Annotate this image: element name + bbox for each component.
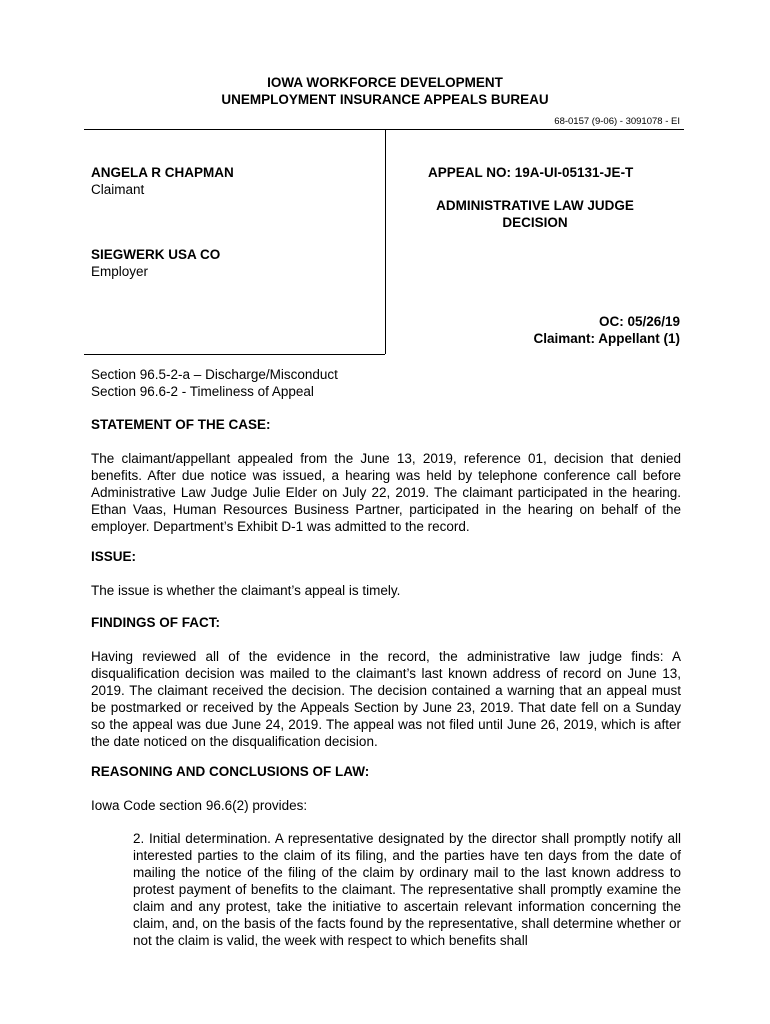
claimant-label: Claimant <box>91 182 145 197</box>
reasoning-heading: REASONING AND CONCLUSIONS OF LAW: <box>91 764 370 779</box>
employer-label: Employer <box>91 264 149 279</box>
column-divider <box>385 129 386 354</box>
employer-name: SIEGWERK USA CO <box>91 247 221 262</box>
decision-title-line2: DECISION <box>502 215 568 230</box>
statute-quote: 2. Initial determination. A representative designated by the director shall promptly notify all interested parties to the claim of its filing, and the parties have ten days from the date of mailing the notice of the filing of the claim by ordinary mail to the last known address to protest payment of benefits to the claimant. The representative shall promptly examine the claim and any protest, take the initiative to ascertain relevant information concerning the claim, and, on the basis of the facts found by the representative, shall determine whether or not the claim is valid, the week with respect to which benefits shall <box>133 831 681 948</box>
statement-heading: STATEMENT OF THE CASE: <box>91 417 271 432</box>
caption-bottom-rule <box>84 354 385 355</box>
decision-title-line1: ADMINISTRATIVE LAW JUDGE <box>436 198 634 213</box>
oc-date: OC: 05/26/19 <box>598 314 680 329</box>
findings-body: Having reviewed all of the evidence in the record, the administrative law judge finds: A disqualification decision was mailed to the claimant’s last known address of record on June 13, 2019. The claimant received the decision. The decision contained a warning that an appeal must be postmarked or received by the Appeals Section by June 23, 2019. That date fell on a Sunday so the appeal was due June 24, 2019. The appeal was not filed until June 26, 2019, which is after the date noticed on the disqualification decision. <box>91 649 681 749</box>
document-number: 68-0157 (9-06) - 3091078 - EI <box>554 116 680 127</box>
section-cite-2: Section 96.6-2 - Timeliness of Appeal <box>91 384 314 399</box>
appeal-number: APPEAL NO: 19A-UI-05131-JE-T <box>428 165 634 180</box>
section-cite-1: Section 96.5-2-a – Discharge/Misconduct <box>91 367 338 382</box>
bureau-name: UNEMPLOYMENT INSURANCE APPEALS BUREAU <box>221 92 549 107</box>
claimant-status: Claimant: Appellant (1) <box>533 331 680 346</box>
issue-heading: ISSUE: <box>91 549 137 564</box>
findings-heading: FINDINGS OF FACT: <box>91 615 220 630</box>
issue-body: The issue is whether the claimant’s appeal is timely. <box>91 583 401 598</box>
reasoning-intro: Iowa Code section 96.6(2) provides: <box>91 798 308 813</box>
statement-body: The claimant/appellant appealed from the June 13, 2019, reference 01, decision that denied benefits. After due notice was issued, a hearing was held by telephone conference call before Administrative Law Judge Julie Elder on July 22, 2019. The claimant participated in the hearing. Ethan Vaas, Human Resources Business Partner, participated in the hearing on behalf of the employer. Department’s Exhibit D-1 was admitted to the record. <box>91 451 681 534</box>
claimant-name: ANGELA R CHAPMAN <box>91 165 234 180</box>
header-rule <box>84 129 684 130</box>
agency-name: IOWA WORKFORCE DEVELOPMENT <box>267 75 503 90</box>
